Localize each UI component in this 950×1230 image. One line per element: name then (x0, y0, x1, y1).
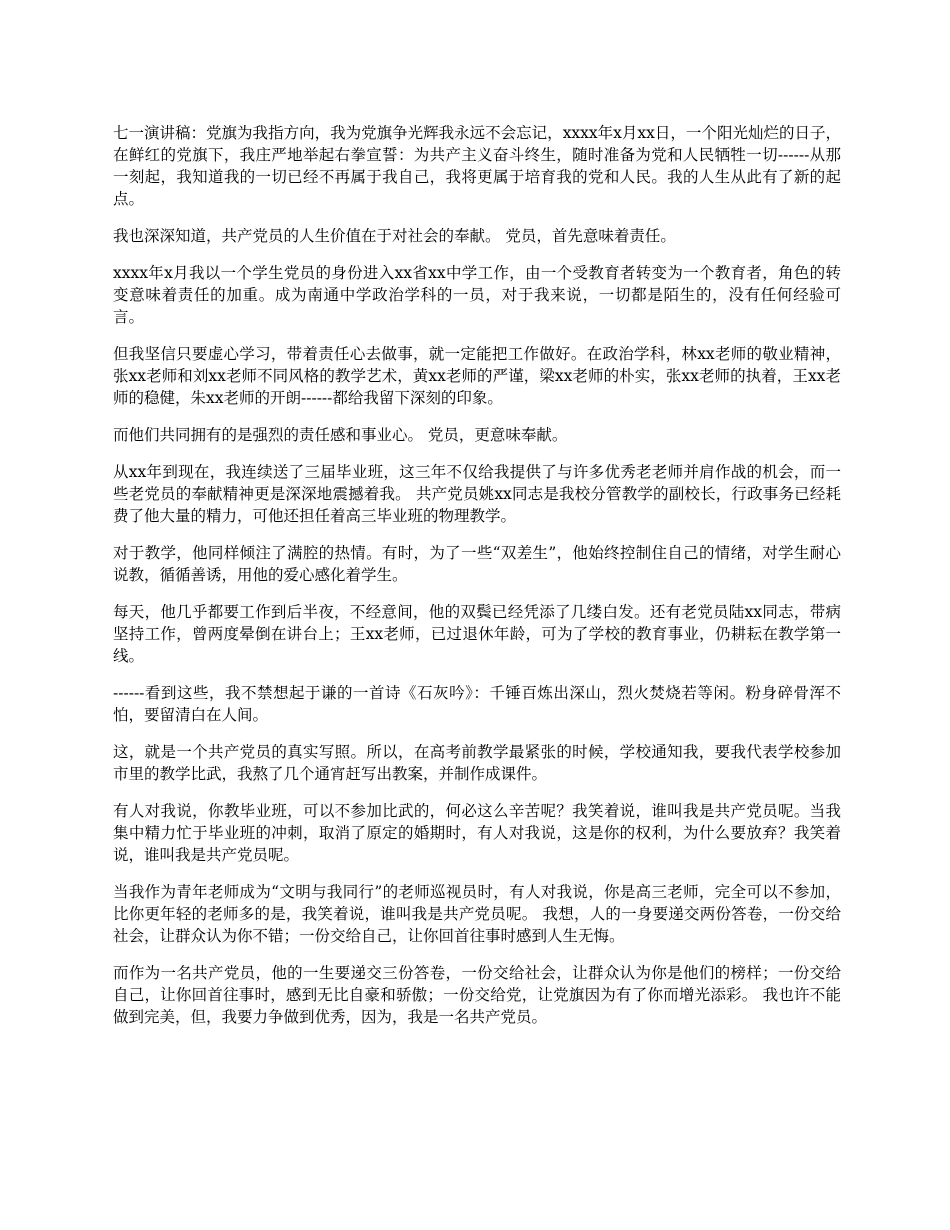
paragraph-6: 从xx年到现在，我连续送了三届毕业班，这三年不仅给我提供了与许多优秀老老师并肩作战的机会，而一些老党员的奉献精神更是深深地震撼着我。 共产党员姚xx同志是我校分管教学的副校长，行政事务已经耗费了他大量的精力，可他还担任着高三毕业班的物理教学。 (113, 463, 841, 525)
paragraph-4: 但我坚信只要虚心学习，带着责任心去做事，就一定能把工作做好。在政治学科，林xx老师的敬业精神，张xx老师和刘xx老师不同风格的教学艺术，黄xx老师的严谨，梁xx老师的朴实，张xx老师的执着，王xx老师的稳健，朱xx老师的开朗------都给我留下深刻的印象。 (113, 345, 841, 407)
paragraph-10: 这，就是一个共产党员的真实写照。所以，在高考前教学最紧张的时候，学校通知我，要我代表学校参加市里的教学比武，我熬了几个通宵赶写出教案，并制作成课件。 (113, 743, 841, 783)
paragraph-3: xxxx年x月我以一个学生党员的身份进入xx省xx中学工作，由一个受教育者转变为一个教育者，角色的转变意味着责任的加重。成为南通中学政治学科的一员，对于我来说，一切都是陌生的，没有任何经验可言。 (113, 264, 841, 326)
paragraph-11: 有人对我说，你教毕业班，可以不参加比武的，何必这么辛苦呢？我笑着说，谁叫我是共产党员呢。当我集中精力忙于毕业班的冲刺，取消了原定的婚期时，有人对我说，这是你的权利，为什么要放弃？我笑着说，谁叫我是共产党员呢。 (113, 802, 841, 864)
paragraph-8: 每天，他几乎都要工作到后半夜，不经意间，他的双鬓已经凭添了几缕白发。还有老党员陆xx同志，带病坚持工作，曾两度晕倒在讲台上；王xx老师，已过退休年龄，可为了学校的教育事业，仍耕耘在教学第一线。 (113, 603, 841, 665)
paragraph-13: 而作为一名共产党员，他的一生要递交三份答卷，一份交给社会，让群众认为你是他们的榜样；一份交给自己，让你回首往事时，感到无比自豪和骄傲；一份交给党，让党旗因为有了你而增光添彩。 我也许不能做到完美，但，我要力争做到优秀，因为，我是一名共产党员。 (113, 964, 841, 1026)
paragraph-7: 对于教学，他同样倾注了满腔的热情。有时，为了一些“双差生”，他始终控制住自己的情绪，对学生耐心说教，循循善诱，用他的爱心感化着学生。 (113, 544, 841, 584)
paragraph-1: 七一演讲稿：党旗为我指方向，我为党旗争光辉我永远不会忘记，xxxx年x月xx日，一个阳光灿烂的日子，在鲜红的党旗下，我庄严地举起右拳宣誓：为共产主义奋斗终生，随时准备为党和人民牺牲一切------从那一刻起，我知道我的一切已经不再属于我自己，我将更属于培育我的党和人民。我的人生从此有了新的起点。 (113, 124, 841, 208)
paragraph-5: 而他们共同拥有的是强烈的责任感和事业心。 党员，更意味奉献。 (113, 426, 568, 444)
paragraph-12: 当我作为青年老师成为“文明与我同行”的老师巡视员时，有人对我说，你是高三老师，完全可以不参加，比你更年轻的老师多的是，我笑着说，谁叫我是共产党员呢。 我想，人的一身要递交两份答卷，一份交给社会，让群众认为你不错；一份交给自己，让你回首往事时感到人生无悔。 (113, 883, 841, 945)
paragraph-2: 我也深深知道，共产党员的人生价值在于对社会的奉献。 党员，首先意味着责任。 (113, 227, 676, 245)
document-body (113, 122, 841, 1043)
paragraph-9: ------看到这些，我不禁想起于谦的一首诗《石灰吟》：千锤百炼出深山，烈火焚烧若等闲。粉身碎骨浑不怕，要留清白在人间。 (113, 684, 841, 724)
